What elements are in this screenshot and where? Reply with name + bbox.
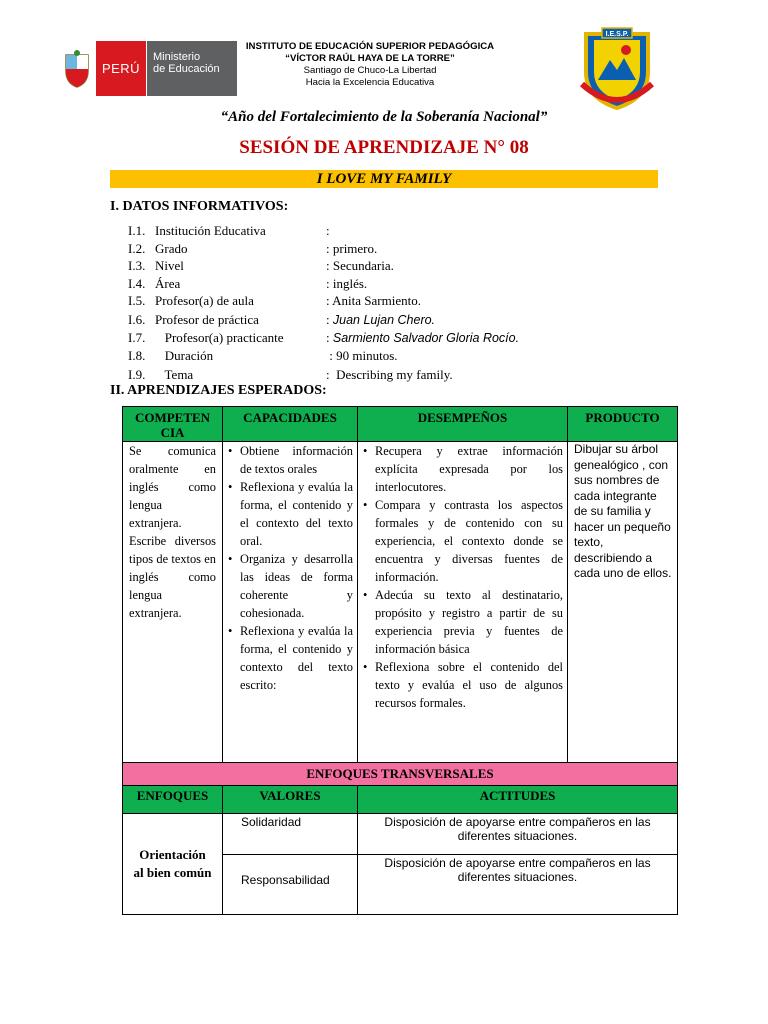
- list-item: • Reflexiona y evalúa la forma, el contenido y contexto del texto escrito:: [240, 622, 353, 694]
- section-datos-informativos: I. DATOS INFORMATIVOS:: [110, 199, 289, 214]
- list-item: • Compara y contrasta los aspectos formales y de contenido con su experiencia, el contexto donde se encuentra y diversas fuentes de información.: [375, 496, 563, 586]
- header-desempenos: DESEMPEÑOS: [357, 406, 568, 442]
- svg-text:I.E.S.P.: I.E.S.P.: [605, 31, 629, 38]
- list-item: • Recupera y extrae información explícita expresada por los interlocutores.: [375, 442, 563, 496]
- header-competencia: COMPETEN CIA: [122, 406, 223, 442]
- topic-banner: I LOVE MY FAMILY: [110, 170, 658, 188]
- header-enfoques: ENFOQUES: [122, 785, 223, 814]
- list-item: • Adecúa su texto al destinatario, propósito y registro a partir de su experiencia previa y fuentes de información básica: [375, 586, 563, 658]
- list-item: • Obtiene información de textos orales: [240, 442, 353, 478]
- ministry-label: Ministerio de Educación: [146, 41, 237, 96]
- minedu-logo: [58, 41, 237, 96]
- header-actitudes: ACTITUDES: [357, 785, 678, 814]
- enfoque-cell: Orientación al bien común: [122, 813, 223, 915]
- iesp-crest-icon: [580, 24, 654, 112]
- capacidades-cell: [222, 441, 358, 763]
- competencia-cell: Se comunica oralmente en inglés como lengua extranjera. Escribe diversos tipos de textos en inglés como lengua extranjera.: [122, 441, 223, 763]
- list-item: • Reflexiona y evalúa la forma, el contenido y el contexto del texto oral.: [240, 478, 353, 550]
- peru-label: PERÚ: [96, 41, 146, 96]
- list-item: • Reflexiona sobre el contenido del texto y evalúa el uso de algunos recursos formales.: [375, 658, 563, 712]
- actitud-cell: Disposición de apoyarse entre compañeros en las diferentes situaciones.: [357, 854, 678, 915]
- producto-cell: Dibujar su árbol genealógico , con sus nombres de cada integrante de su familia y hacer un pequeño texto, describiendo a cada uno de ellos.: [567, 441, 678, 763]
- valor-cell: Solidaridad: [222, 813, 358, 855]
- actitud-cell: Disposición de apoyarse entre compañeros en las diferentes situaciones.: [357, 813, 678, 855]
- enfoques-transversales-banner: ENFOQUES TRANSVERSALES: [122, 762, 678, 786]
- header-valores: VALORES: [222, 785, 358, 814]
- peru-shield-icon: [58, 41, 96, 96]
- section-aprendizajes: II. APRENDIZAJES ESPERADOS:: [110, 383, 327, 398]
- institute-heading: INSTITUTO DE EDUCACIÓN SUPERIOR PEDAGÓGICA “VÍCTOR RAÚL HAYA DE LA TORRE” Santiago de Chuco-La Libertad Hacia la Excelencia Educativa: [245, 41, 495, 88]
- desempenos-cell: [357, 441, 568, 763]
- header-capacidades: CAPACIDADES: [222, 406, 358, 442]
- valor-cell: Responsabilidad: [222, 854, 358, 915]
- session-title: SESIÓN DE APRENDIZAJE N° 08: [239, 137, 529, 158]
- list-item: • Organiza y desarrolla las ideas de forma coherente y cohesionada.: [240, 550, 353, 622]
- header-producto: PRODUCTO: [567, 406, 678, 442]
- year-motto: “Año del Fortalecimiento de la Soberanía Nacional”: [220, 109, 548, 125]
